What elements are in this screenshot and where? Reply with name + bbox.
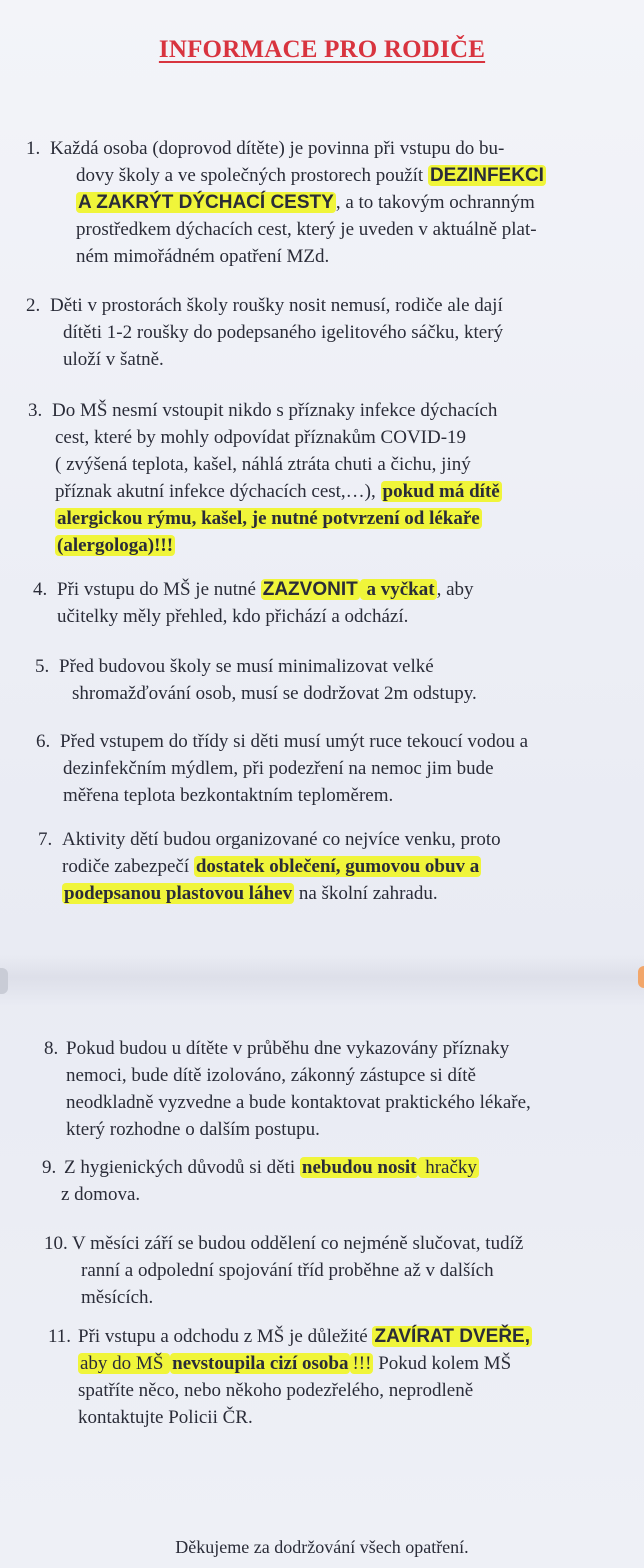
rule-text: Pokud budou u dítěte v průběhu dne vykazovány příznaky [66, 1038, 510, 1059]
rule-text: Aktivity dětí budou organizované co nejvíce venku, proto [62, 829, 501, 850]
rule-text: nemoci, bude dítě izolováno, zákonný zástupce si dítě [66, 1065, 476, 1086]
sheet-fold [0, 955, 644, 1005]
rule-number: 2. [26, 295, 41, 316]
rule-number: 10. [44, 1233, 68, 1254]
highlight-zazvonit: ZAZVONIT [262, 579, 358, 600]
rule-text: Před vstupem do třídy si děti musí umýt ruce tekoucí vodou a [60, 731, 529, 752]
highlight-zakryt: A ZAKRÝT DÝCHACÍ CESTY [78, 192, 334, 213]
rule-text: V měsíci září se budou oddělení co nejméně slučovat, tudíž [72, 1233, 524, 1254]
highlight-alergie: alergickou rýmu, kašel, je nutné potvrzení od lékaře [57, 508, 480, 529]
rule-text: cest, které by mohly odpovídat příznakům COVID-19 [55, 427, 467, 448]
rule-number: 3. [28, 400, 43, 421]
rule-text: na školní zahradu. [294, 883, 438, 904]
highlight-cizi-osoba: nevstoupila cizí osoba [172, 1353, 349, 1374]
rule-number: 11. [48, 1326, 72, 1347]
rule-number: 5. [35, 656, 50, 677]
rule-text: příznak akutní infekce dýchacích cest,…), [55, 481, 381, 502]
rule-number: 9. [42, 1157, 57, 1178]
rule-text: dovy školy a ve společných prostorech použít [76, 165, 428, 186]
footer-thanks: Děkujeme za dodržování všech opatření. [175, 1537, 469, 1557]
rule-text: rodiče zabezpečí [62, 856, 194, 877]
rule-text: spatříte něco, nebo někoho podezřelého, neprodleně [78, 1380, 474, 1401]
rule-text: neodkladně vyzvedne a bude kontaktovat praktického lékaře, [66, 1092, 531, 1113]
rule-text: měřena teplota bezkontaktním teploměrem. [63, 785, 394, 806]
rule-number: 7. [38, 829, 53, 850]
page-title: INFORMACE PRO RODIČE [158, 36, 486, 63]
rule-text: kontaktujte Policii ČR. [78, 1407, 253, 1428]
rule-text: Při vstupu do MŠ je nutné [57, 579, 261, 600]
highlight-lahev: podepsanou plastovou láhev [64, 883, 293, 904]
rule-text: Z hygienických důvodů si děti [64, 1157, 300, 1178]
edge-mark-right [638, 966, 644, 988]
rule-number: 1. [26, 138, 41, 159]
rule-text: prostředkem dýchacích cest, který je uveden v aktuálně plat- [76, 219, 537, 240]
highlight-cizi-osoba: aby do MŠ [80, 1353, 169, 1374]
rule-text: Děti v prostorách školy roušky nosit nemusí, rodiče ale dají [50, 295, 503, 316]
rule-text: z domova. [61, 1184, 141, 1205]
rule-text: dítěti 1-2 roušky do podepsaného igelitového sáčku, který [63, 322, 504, 343]
highlight-obleceni: dostatek oblečení, gumovou obuv a [195, 856, 480, 877]
rule-text: Při vstupu a odchodu z MŠ je důležité [78, 1326, 373, 1347]
rule-text: ( zvýšená teplota, kašel, náhlá ztráta chuti a čichu, jiný [55, 454, 471, 475]
rule-text: shromažďování osob, musí se dodržovat 2m odstupy. [72, 683, 477, 704]
rule-text: Pokud kolem MŠ [373, 1353, 512, 1374]
rule-text: učitelky měly přehled, kdo přichází a odchází. [57, 606, 409, 627]
rule-text: , aby [436, 579, 474, 600]
rule-number: 4. [33, 579, 48, 600]
highlight-zavirat: ZAVÍRAT DVEŘE, [374, 1326, 530, 1347]
rule-text: dezinfekčním mýdlem, při podezření na nemoc jim bude [63, 758, 494, 779]
rule-text: uloží v šatně. [63, 349, 164, 370]
rule-text: Každá osoba (doprovod dítěte) je povinna při vstupu do bu- [50, 138, 505, 159]
edge-mark-left [0, 968, 8, 994]
rule-text: ranní a odpolední spojování tříd proběhne až v dalších [81, 1260, 494, 1281]
rule-text: Před budovou školy se musí minimalizovat velké [59, 656, 434, 677]
highlight-cizi-osoba: !!! [352, 1353, 372, 1374]
rule-text: , a to takovým ochranným [335, 192, 535, 213]
highlight-vyckat: a vyčkat [361, 579, 435, 600]
rule-number: 8. [44, 1038, 59, 1059]
highlight-hracky: nebudou nosit [301, 1157, 417, 1178]
highlight-hracky: hračky [420, 1157, 477, 1178]
rule-text: který rozhodne o dalším postupu. [66, 1119, 320, 1140]
rule-text: Do MŠ nesmí vstoupit nikdo s příznaky infekce dýchacích [52, 400, 498, 421]
highlight-alergie: (alergologa)!!! [57, 535, 174, 556]
rule-text: měsících. [81, 1287, 154, 1308]
highlight-dezinfekci: DEZINFEKCI [429, 165, 544, 186]
rule-number: 6. [36, 731, 51, 752]
highlight-alergie: pokud má dítě [382, 481, 500, 502]
rule-text: ném mimořádném opatření MZd. [76, 246, 330, 267]
